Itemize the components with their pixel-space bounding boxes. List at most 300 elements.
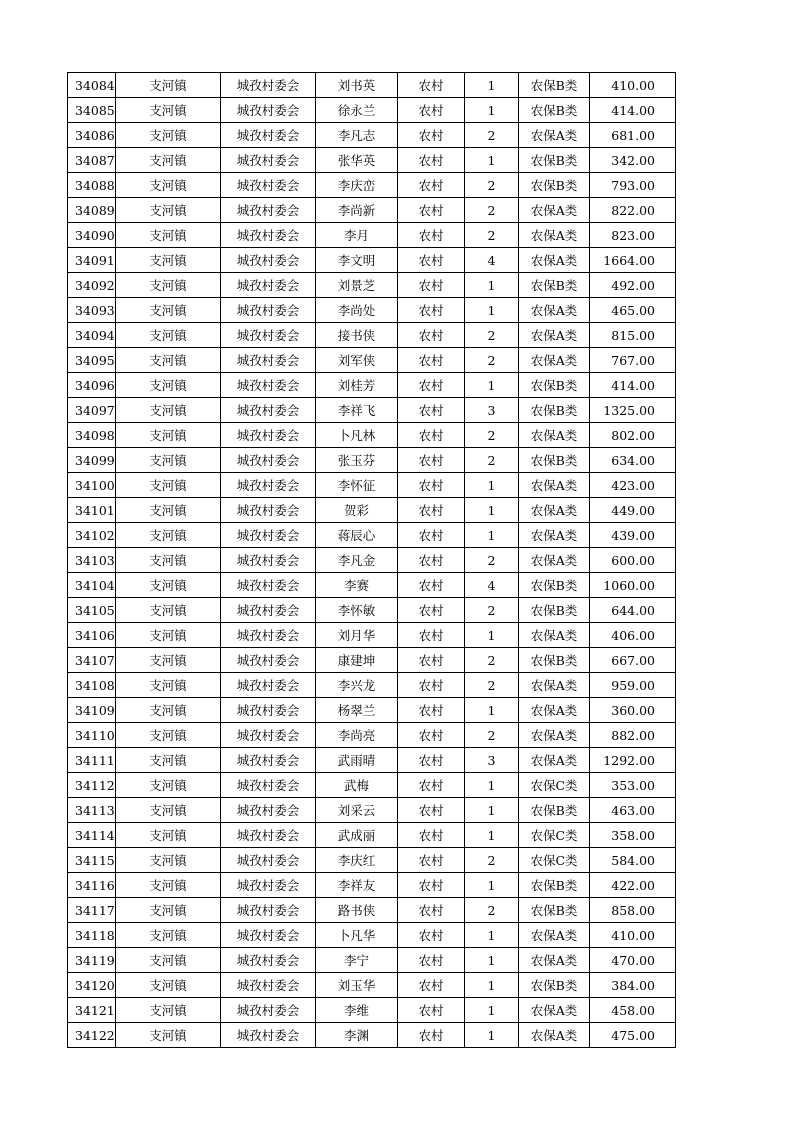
amount-cell: 439.00 xyxy=(590,523,676,548)
record-id-cell: 34103 xyxy=(68,548,116,573)
record-id-cell: 34121 xyxy=(68,998,116,1023)
table-row xyxy=(68,948,676,973)
amount-cell: 858.00 xyxy=(590,898,676,923)
household-size-cell: 1 xyxy=(465,98,519,123)
area-type-cell: 农村 xyxy=(398,773,465,798)
insurance-category-cell: 农保B类 xyxy=(519,448,590,473)
area-type-cell: 农村 xyxy=(398,723,465,748)
area-type-cell: 农村 xyxy=(398,598,465,623)
area-type-cell: 农村 xyxy=(398,898,465,923)
insurance-category-cell: 农保A类 xyxy=(519,498,590,523)
town-cell: 支河镇 xyxy=(116,173,221,198)
amount-cell: 423.00 xyxy=(590,473,676,498)
table-row xyxy=(68,723,676,748)
area-type-cell: 农村 xyxy=(398,948,465,973)
area-type-cell: 农村 xyxy=(398,873,465,898)
table-row xyxy=(68,648,676,673)
area-type-cell: 农村 xyxy=(398,748,465,773)
amount-cell: 959.00 xyxy=(590,673,676,698)
area-type-cell: 农村 xyxy=(398,523,465,548)
person-name-cell: 杨翠兰 xyxy=(316,698,398,723)
table-row xyxy=(68,473,676,498)
area-type-cell: 农村 xyxy=(398,323,465,348)
household-size-cell: 1 xyxy=(465,998,519,1023)
table-row xyxy=(68,573,676,598)
amount-cell: 410.00 xyxy=(590,73,676,98)
person-name-cell: 张玉芬 xyxy=(316,448,398,473)
record-id-cell: 34122 xyxy=(68,1023,116,1048)
table-row xyxy=(68,873,676,898)
insurance-category-cell: 农保B类 xyxy=(519,973,590,998)
table-row xyxy=(68,798,676,823)
area-type-cell: 农村 xyxy=(398,698,465,723)
person-name-cell: 接书侠 xyxy=(316,323,398,348)
amount-cell: 492.00 xyxy=(590,273,676,298)
insurance-category-cell: 农保B类 xyxy=(519,573,590,598)
town-cell: 支河镇 xyxy=(116,423,221,448)
insurance-category-cell: 农保A类 xyxy=(519,298,590,323)
record-id-cell: 34089 xyxy=(68,198,116,223)
person-name-cell: 李文明 xyxy=(316,248,398,273)
person-name-cell: 刘桂芳 xyxy=(316,373,398,398)
insurance-category-cell: 农保A类 xyxy=(519,998,590,1023)
village-committee-cell: 城孜村委会 xyxy=(221,448,316,473)
record-id-cell: 34117 xyxy=(68,898,116,923)
table-row xyxy=(68,98,676,123)
person-name-cell: 李怀征 xyxy=(316,473,398,498)
person-name-cell: 李兴龙 xyxy=(316,673,398,698)
town-cell: 支河镇 xyxy=(116,948,221,973)
town-cell: 支河镇 xyxy=(116,698,221,723)
household-size-cell: 2 xyxy=(465,323,519,348)
person-name-cell: 李庆峦 xyxy=(316,173,398,198)
area-type-cell: 农村 xyxy=(398,348,465,373)
town-cell: 支河镇 xyxy=(116,723,221,748)
person-name-cell: 康建坤 xyxy=(316,648,398,673)
area-type-cell: 农村 xyxy=(398,798,465,823)
amount-cell: 793.00 xyxy=(590,173,676,198)
insurance-category-cell: 农保B类 xyxy=(519,73,590,98)
record-id-cell: 34116 xyxy=(68,873,116,898)
person-name-cell: 刘军侠 xyxy=(316,348,398,373)
person-name-cell: 李尚处 xyxy=(316,298,398,323)
table-row xyxy=(68,273,676,298)
insurance-category-cell: 农保A类 xyxy=(519,723,590,748)
insurance-category-cell: 农保B类 xyxy=(519,798,590,823)
town-cell: 支河镇 xyxy=(116,98,221,123)
insurance-category-cell: 农保A类 xyxy=(519,323,590,348)
amount-cell: 414.00 xyxy=(590,98,676,123)
amount-cell: 449.00 xyxy=(590,498,676,523)
table-row xyxy=(68,223,676,248)
village-committee-cell: 城孜村委会 xyxy=(221,898,316,923)
village-committee-cell: 城孜村委会 xyxy=(221,548,316,573)
area-type-cell: 农村 xyxy=(398,848,465,873)
person-name-cell: 蒋辰心 xyxy=(316,523,398,548)
person-name-cell: 张华英 xyxy=(316,148,398,173)
town-cell: 支河镇 xyxy=(116,773,221,798)
household-size-cell: 1 xyxy=(465,1023,519,1048)
record-id-cell: 34113 xyxy=(68,798,116,823)
amount-cell: 360.00 xyxy=(590,698,676,723)
area-type-cell: 农村 xyxy=(398,423,465,448)
record-id-cell: 34099 xyxy=(68,448,116,473)
record-id-cell: 34088 xyxy=(68,173,116,198)
record-id-cell: 34111 xyxy=(68,748,116,773)
area-type-cell: 农村 xyxy=(398,98,465,123)
village-committee-cell: 城孜村委会 xyxy=(221,823,316,848)
household-size-cell: 1 xyxy=(465,973,519,998)
town-cell: 支河镇 xyxy=(116,848,221,873)
household-size-cell: 1 xyxy=(465,923,519,948)
household-size-cell: 2 xyxy=(465,598,519,623)
household-size-cell: 1 xyxy=(465,523,519,548)
table-row xyxy=(68,348,676,373)
person-name-cell: 李凡金 xyxy=(316,548,398,573)
person-name-cell: 李祥飞 xyxy=(316,398,398,423)
person-name-cell: 李尚新 xyxy=(316,198,398,223)
record-id-cell: 34095 xyxy=(68,348,116,373)
village-committee-cell: 城孜村委会 xyxy=(221,648,316,673)
amount-cell: 414.00 xyxy=(590,373,676,398)
insurance-category-cell: 农保B类 xyxy=(519,873,590,898)
insurance-category-cell: 农保C类 xyxy=(519,823,590,848)
table-row xyxy=(68,73,676,98)
village-committee-cell: 城孜村委会 xyxy=(221,148,316,173)
household-size-cell: 1 xyxy=(465,623,519,648)
person-name-cell: 武梅 xyxy=(316,773,398,798)
area-type-cell: 农村 xyxy=(398,473,465,498)
person-name-cell: 刘月华 xyxy=(316,623,398,648)
table-row xyxy=(68,1023,676,1048)
insurance-category-cell: 农保A类 xyxy=(519,673,590,698)
village-committee-cell: 城孜村委会 xyxy=(221,573,316,598)
record-id-cell: 34119 xyxy=(68,948,116,973)
village-committee-cell: 城孜村委会 xyxy=(221,348,316,373)
household-size-cell: 1 xyxy=(465,498,519,523)
record-id-cell: 34087 xyxy=(68,148,116,173)
person-name-cell: 卜凡华 xyxy=(316,923,398,948)
record-id-cell: 34097 xyxy=(68,398,116,423)
record-id-cell: 34102 xyxy=(68,523,116,548)
area-type-cell: 农村 xyxy=(398,73,465,98)
person-name-cell: 武成丽 xyxy=(316,823,398,848)
village-committee-cell: 城孜村委会 xyxy=(221,523,316,548)
person-name-cell: 武雨晴 xyxy=(316,748,398,773)
town-cell: 支河镇 xyxy=(116,248,221,273)
table-row xyxy=(68,248,676,273)
insurance-category-cell: 农保B类 xyxy=(519,598,590,623)
amount-cell: 358.00 xyxy=(590,823,676,848)
town-cell: 支河镇 xyxy=(116,523,221,548)
record-id-cell: 34100 xyxy=(68,473,116,498)
area-type-cell: 农村 xyxy=(398,548,465,573)
town-cell: 支河镇 xyxy=(116,573,221,598)
amount-cell: 802.00 xyxy=(590,423,676,448)
table-row xyxy=(68,898,676,923)
person-name-cell: 李怀敏 xyxy=(316,598,398,623)
amount-cell: 470.00 xyxy=(590,948,676,973)
table-row xyxy=(68,698,676,723)
amount-cell: 823.00 xyxy=(590,223,676,248)
table-row xyxy=(68,198,676,223)
table-row xyxy=(68,923,676,948)
amount-cell: 353.00 xyxy=(590,773,676,798)
insurance-category-cell: 农保A类 xyxy=(519,523,590,548)
town-cell: 支河镇 xyxy=(116,873,221,898)
insurance-category-cell: 农保A类 xyxy=(519,473,590,498)
table-row xyxy=(68,523,676,548)
insurance-category-cell: 农保A类 xyxy=(519,223,590,248)
village-committee-cell: 城孜村委会 xyxy=(221,323,316,348)
record-id-cell: 34110 xyxy=(68,723,116,748)
person-name-cell: 卜凡林 xyxy=(316,423,398,448)
town-cell: 支河镇 xyxy=(116,73,221,98)
village-committee-cell: 城孜村委会 xyxy=(221,923,316,948)
household-size-cell: 3 xyxy=(465,398,519,423)
amount-cell: 815.00 xyxy=(590,323,676,348)
village-committee-cell: 城孜村委会 xyxy=(221,198,316,223)
table-row xyxy=(68,423,676,448)
person-name-cell: 李维 xyxy=(316,998,398,1023)
area-type-cell: 农村 xyxy=(398,298,465,323)
area-type-cell: 农村 xyxy=(398,823,465,848)
area-type-cell: 农村 xyxy=(398,148,465,173)
record-id-cell: 34108 xyxy=(68,673,116,698)
record-id-cell: 34094 xyxy=(68,323,116,348)
village-committee-cell: 城孜村委会 xyxy=(221,998,316,1023)
amount-cell: 1664.00 xyxy=(590,248,676,273)
household-size-cell: 2 xyxy=(465,173,519,198)
town-cell: 支河镇 xyxy=(116,448,221,473)
insurance-category-cell: 农保B类 xyxy=(519,898,590,923)
area-type-cell: 农村 xyxy=(398,273,465,298)
village-committee-cell: 城孜村委会 xyxy=(221,723,316,748)
area-type-cell: 农村 xyxy=(398,448,465,473)
amount-cell: 600.00 xyxy=(590,548,676,573)
insurance-category-cell: 农保B类 xyxy=(519,148,590,173)
table-row xyxy=(68,373,676,398)
table-row xyxy=(68,998,676,1023)
insurance-category-cell: 农保A类 xyxy=(519,748,590,773)
household-size-cell: 1 xyxy=(465,473,519,498)
area-type-cell: 农村 xyxy=(398,398,465,423)
amount-cell: 644.00 xyxy=(590,598,676,623)
person-name-cell: 李凡志 xyxy=(316,123,398,148)
amount-cell: 406.00 xyxy=(590,623,676,648)
household-size-cell: 2 xyxy=(465,648,519,673)
household-size-cell: 1 xyxy=(465,823,519,848)
household-size-cell: 1 xyxy=(465,273,519,298)
village-committee-cell: 城孜村委会 xyxy=(221,948,316,973)
person-name-cell: 贺彩 xyxy=(316,498,398,523)
town-cell: 支河镇 xyxy=(116,273,221,298)
town-cell: 支河镇 xyxy=(116,748,221,773)
amount-cell: 822.00 xyxy=(590,198,676,223)
table-row xyxy=(68,773,676,798)
amount-cell: 634.00 xyxy=(590,448,676,473)
record-id-cell: 34104 xyxy=(68,573,116,598)
record-id-cell: 34107 xyxy=(68,648,116,673)
household-size-cell: 3 xyxy=(465,748,519,773)
town-cell: 支河镇 xyxy=(116,148,221,173)
area-type-cell: 农村 xyxy=(398,198,465,223)
amount-cell: 882.00 xyxy=(590,723,676,748)
area-type-cell: 农村 xyxy=(398,623,465,648)
amount-cell: 584.00 xyxy=(590,848,676,873)
town-cell: 支河镇 xyxy=(116,823,221,848)
household-size-cell: 2 xyxy=(465,423,519,448)
village-committee-cell: 城孜村委会 xyxy=(221,398,316,423)
record-id-cell: 34093 xyxy=(68,298,116,323)
insurance-category-cell: 农保A类 xyxy=(519,698,590,723)
area-type-cell: 农村 xyxy=(398,573,465,598)
household-size-cell: 4 xyxy=(465,573,519,598)
town-cell: 支河镇 xyxy=(116,973,221,998)
insurance-category-cell: 农保B类 xyxy=(519,398,590,423)
insurance-category-cell: 农保A类 xyxy=(519,198,590,223)
insurance-category-cell: 农保B类 xyxy=(519,173,590,198)
household-size-cell: 2 xyxy=(465,448,519,473)
village-committee-cell: 城孜村委会 xyxy=(221,423,316,448)
record-id-cell: 34105 xyxy=(68,598,116,623)
insurance-category-cell: 农保B类 xyxy=(519,648,590,673)
area-type-cell: 农村 xyxy=(398,648,465,673)
amount-cell: 1292.00 xyxy=(590,748,676,773)
amount-cell: 422.00 xyxy=(590,873,676,898)
table-row xyxy=(68,748,676,773)
insurance-category-cell: 农保A类 xyxy=(519,123,590,148)
insurance-category-cell: 农保A类 xyxy=(519,348,590,373)
household-size-cell: 2 xyxy=(465,548,519,573)
town-cell: 支河镇 xyxy=(116,323,221,348)
person-name-cell: 李祥友 xyxy=(316,873,398,898)
amount-cell: 767.00 xyxy=(590,348,676,373)
record-id-cell: 34101 xyxy=(68,498,116,523)
village-committee-cell: 城孜村委会 xyxy=(221,623,316,648)
person-name-cell: 李渊 xyxy=(316,1023,398,1048)
area-type-cell: 农村 xyxy=(398,223,465,248)
insurance-category-cell: 农保C类 xyxy=(519,848,590,873)
area-type-cell: 农村 xyxy=(398,498,465,523)
table-row xyxy=(68,548,676,573)
person-name-cell: 路书侠 xyxy=(316,898,398,923)
village-committee-cell: 城孜村委会 xyxy=(221,473,316,498)
area-type-cell: 农村 xyxy=(398,1023,465,1048)
village-committee-cell: 城孜村委会 xyxy=(221,748,316,773)
household-size-cell: 2 xyxy=(465,223,519,248)
amount-cell: 681.00 xyxy=(590,123,676,148)
table-body xyxy=(68,73,676,1048)
record-id-cell: 34112 xyxy=(68,773,116,798)
record-id-cell: 34109 xyxy=(68,698,116,723)
village-committee-cell: 城孜村委会 xyxy=(221,798,316,823)
town-cell: 支河镇 xyxy=(116,223,221,248)
record-id-cell: 34120 xyxy=(68,973,116,998)
village-committee-cell: 城孜村委会 xyxy=(221,698,316,723)
household-size-cell: 2 xyxy=(465,848,519,873)
table-row xyxy=(68,973,676,998)
record-id-cell: 34115 xyxy=(68,848,116,873)
person-name-cell: 刘采云 xyxy=(316,798,398,823)
area-type-cell: 农村 xyxy=(398,373,465,398)
insurance-category-cell: 农保A类 xyxy=(519,423,590,448)
table-row xyxy=(68,623,676,648)
town-cell: 支河镇 xyxy=(116,498,221,523)
household-size-cell: 1 xyxy=(465,373,519,398)
table-row xyxy=(68,823,676,848)
amount-cell: 384.00 xyxy=(590,973,676,998)
town-cell: 支河镇 xyxy=(116,648,221,673)
insurance-category-cell: 农保B类 xyxy=(519,373,590,398)
person-name-cell: 刘玉华 xyxy=(316,973,398,998)
village-committee-cell: 城孜村委会 xyxy=(221,848,316,873)
person-name-cell: 李赛 xyxy=(316,573,398,598)
record-id-cell: 34085 xyxy=(68,98,116,123)
person-name-cell: 李尚亮 xyxy=(316,723,398,748)
area-type-cell: 农村 xyxy=(398,248,465,273)
record-id-cell: 34086 xyxy=(68,123,116,148)
town-cell: 支河镇 xyxy=(116,598,221,623)
town-cell: 支河镇 xyxy=(116,1023,221,1048)
area-type-cell: 农村 xyxy=(398,998,465,1023)
amount-cell: 410.00 xyxy=(590,923,676,948)
area-type-cell: 农村 xyxy=(398,173,465,198)
village-committee-cell: 城孜村委会 xyxy=(221,273,316,298)
record-id-cell: 34098 xyxy=(68,423,116,448)
insurance-category-cell: 农保A类 xyxy=(519,923,590,948)
record-id-cell: 34084 xyxy=(68,73,116,98)
town-cell: 支河镇 xyxy=(116,373,221,398)
record-id-cell: 34106 xyxy=(68,623,116,648)
household-size-cell: 1 xyxy=(465,948,519,973)
household-size-cell: 1 xyxy=(465,148,519,173)
amount-cell: 463.00 xyxy=(590,798,676,823)
town-cell: 支河镇 xyxy=(116,673,221,698)
table-row xyxy=(68,323,676,348)
village-committee-cell: 城孜村委会 xyxy=(221,248,316,273)
table-row xyxy=(68,598,676,623)
town-cell: 支河镇 xyxy=(116,898,221,923)
insurance-category-cell: 农保A类 xyxy=(519,623,590,648)
household-size-cell: 4 xyxy=(465,248,519,273)
village-committee-cell: 城孜村委会 xyxy=(221,223,316,248)
household-size-cell: 1 xyxy=(465,798,519,823)
table-row xyxy=(68,298,676,323)
household-size-cell: 1 xyxy=(465,73,519,98)
allowance-table xyxy=(67,72,676,1048)
table-row xyxy=(68,673,676,698)
record-id-cell: 34096 xyxy=(68,373,116,398)
table-row xyxy=(68,448,676,473)
household-size-cell: 1 xyxy=(465,773,519,798)
record-id-cell: 34118 xyxy=(68,923,116,948)
town-cell: 支河镇 xyxy=(116,798,221,823)
person-name-cell: 李庆红 xyxy=(316,848,398,873)
household-size-cell: 2 xyxy=(465,348,519,373)
table-row xyxy=(68,148,676,173)
village-committee-cell: 城孜村委会 xyxy=(221,123,316,148)
insurance-category-cell: 农保C类 xyxy=(519,773,590,798)
household-size-cell: 2 xyxy=(465,673,519,698)
table-row xyxy=(68,173,676,198)
record-id-cell: 34092 xyxy=(68,273,116,298)
village-committee-cell: 城孜村委会 xyxy=(221,173,316,198)
household-size-cell: 1 xyxy=(465,298,519,323)
amount-cell: 465.00 xyxy=(590,298,676,323)
amount-cell: 1060.00 xyxy=(590,573,676,598)
village-committee-cell: 城孜村委会 xyxy=(221,773,316,798)
